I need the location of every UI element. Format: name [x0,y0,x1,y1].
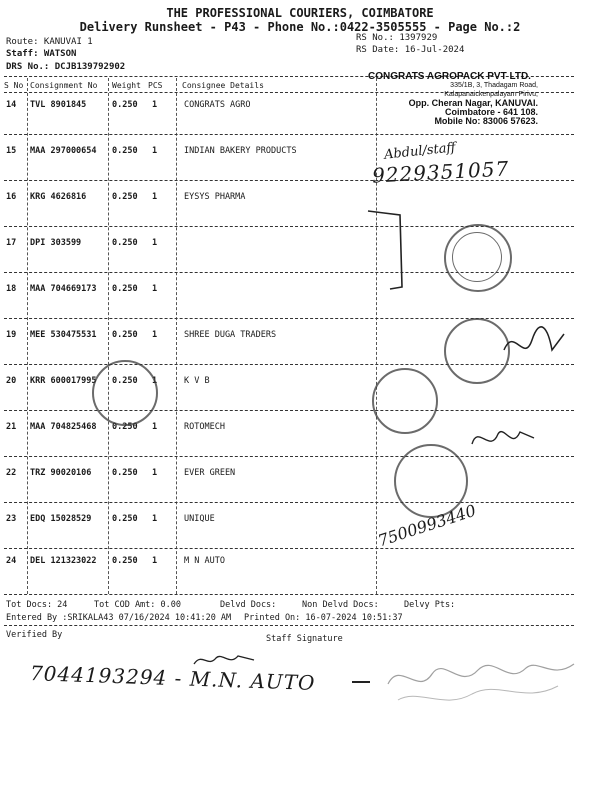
row-weight: 0.250 [112,422,138,432]
row-consignee: UNIQUE [184,514,215,524]
row-sno: 21 [6,422,17,432]
row-consignee: EYSYS PHARMA [184,192,246,202]
row-weight: 0.250 [112,192,138,202]
row15-handwritten-number: 9229351057 [371,156,510,188]
row-pcs: 1 [152,514,158,524]
col-sno: S No [4,81,24,90]
row-consignment: EDQ 15028529 [30,514,92,524]
col-pcs: PCS [148,81,163,90]
row-weight: 0.250 [112,556,138,566]
row-sno: 23 [6,514,17,524]
col-consignee: Consignee Details [182,81,264,90]
row-consignee: M N AUTO [184,556,225,566]
row-sno: 14 [6,100,17,110]
row-pcs: 1 [152,556,158,566]
row-consignee: EVER GREEN [184,468,236,478]
row-consignment: TRZ 90020106 [30,468,92,478]
row-weight: 0.250 [112,238,138,248]
row-rule [4,548,574,549]
stamp-address-3: Opp. Cheran Nagar, KANUVAI. [408,98,538,108]
entered-by: Entered By :SRIKALA43 07/16/2024 10:41:20 AM [6,613,232,623]
row-weight: 0.250 [112,284,138,294]
row-consignment: MAA 297000654 [30,146,97,156]
row-consignment: DPI 303599 [30,238,82,248]
row-consignment: MAA 704669173 [30,284,97,294]
row-pcs: 1 [152,376,158,386]
total-cod-amount: Tot COD Amt: 0.00 [94,600,181,610]
row-pcs: 1 [152,238,158,248]
stamp-company-name: CONGRATS AGROPACK PVT LTD. [368,71,531,82]
row-pcs: 1 [152,330,158,340]
printed-on: Printed On: 16-07-2024 10:51:37 [244,613,403,623]
row23-handwritten-number: 7500993440 [375,500,479,551]
kvb-stamp [372,368,438,434]
row16-handwritten-mark [360,205,410,295]
col-consignment: Consignment No [30,81,98,90]
stamp-address-2: Kalapanaickenpalayam Pirivu, [444,91,538,98]
row-consignment: MEE 530475531 [30,330,97,340]
row-sno: 19 [6,330,17,340]
row-consignment: KRR 600017995 [30,376,97,386]
delivery-points: Delvy Pts: [404,600,456,610]
row-pcs: 1 [152,100,158,110]
rs-date: RS Date: 16-Jul-2024 [356,45,465,55]
row-pcs: 1 [152,146,158,156]
row-weight: 0.250 [112,100,138,110]
row-consignment: DEL 121323022 [30,556,97,566]
row-sno: 15 [6,146,17,156]
verified-by-label: Verified By [6,630,63,640]
total-docs: Tot Docs: 24 [6,600,68,610]
delivered-docs: Delvd Docs: [220,600,277,610]
table-bottom-rule [4,594,574,595]
row-sno: 18 [6,284,17,294]
company-stamp [368,72,538,126]
bottom-initials [190,650,260,670]
row-consignee: INDIAN BAKERY PRODUCTS [184,146,297,156]
row-pcs: 1 [152,422,158,432]
staff-label: Staff: WATSON [6,49,77,59]
row-sno: 17 [6,238,17,248]
row-weight: 0.250 [112,146,138,156]
row-consignee: SHREE DUGA TRADERS [184,330,277,340]
eysys-pharma-stamp-inner [452,232,502,282]
row-sno: 24 [6,556,17,566]
row-consignment: TVL 8901845 [30,100,87,110]
row-sno: 22 [6,468,17,478]
row-weight: 0.250 [112,330,138,340]
row-consignment: MAA 704825468 [30,422,97,432]
row-consignment: KRG 4626816 [30,192,87,202]
row-consignee: K V B [184,376,210,386]
rs-number: RS No.: 1397929 [356,33,438,43]
row-pcs: 1 [152,468,158,478]
footer-rule [4,625,574,626]
row-sno: 20 [6,376,17,386]
staff-signature-scribble [348,640,588,720]
row-pcs: 1 [152,284,158,294]
route-label: Route: KANUVAI 1 [6,37,93,47]
row-consignee: ROTOMECH [184,422,225,432]
row-rule [4,410,574,411]
bottom-handwritten-note: 7044193294 - M.N. AUTO [29,661,316,695]
runsheet-title: Delivery Runsheet - P43 - Phone No.:0422-3505555 - Page No.:2 [79,20,521,34]
row-weight: 0.250 [112,514,138,524]
stamp-mobile: Mobile No: 83006 57623. [434,116,538,126]
row21-signature [468,420,538,460]
table-row [0,550,600,596]
stamp-address-1: 335/1B, 3, Thadagam Road, [450,82,538,89]
drs-number: DRS No.: DCJB139792902 [6,62,126,72]
row-weight: 0.250 [112,468,138,478]
row-rule [4,134,574,135]
staff-signature-label: Staff Signature [266,634,343,644]
stamp-address-4: Coimbatore - 641 108. [444,107,538,117]
faded-office-stamp [92,360,158,426]
row-weight: 0.250 [112,376,138,386]
row15-handwritten-note: Abdul/staff [383,140,457,163]
company-title: THE PROFESSIONAL COURIERS, COIMBATORE [166,6,434,20]
row-rule [4,318,574,319]
row-rule [4,502,574,503]
row19-signature [500,320,570,370]
col-weight: Weight [112,81,141,90]
non-delivered-docs: Non Delvd Docs: [302,600,379,610]
row-sno: 16 [6,192,17,202]
row-consignee: CONGRATS AGRO [184,100,251,110]
row-pcs: 1 [152,192,158,202]
